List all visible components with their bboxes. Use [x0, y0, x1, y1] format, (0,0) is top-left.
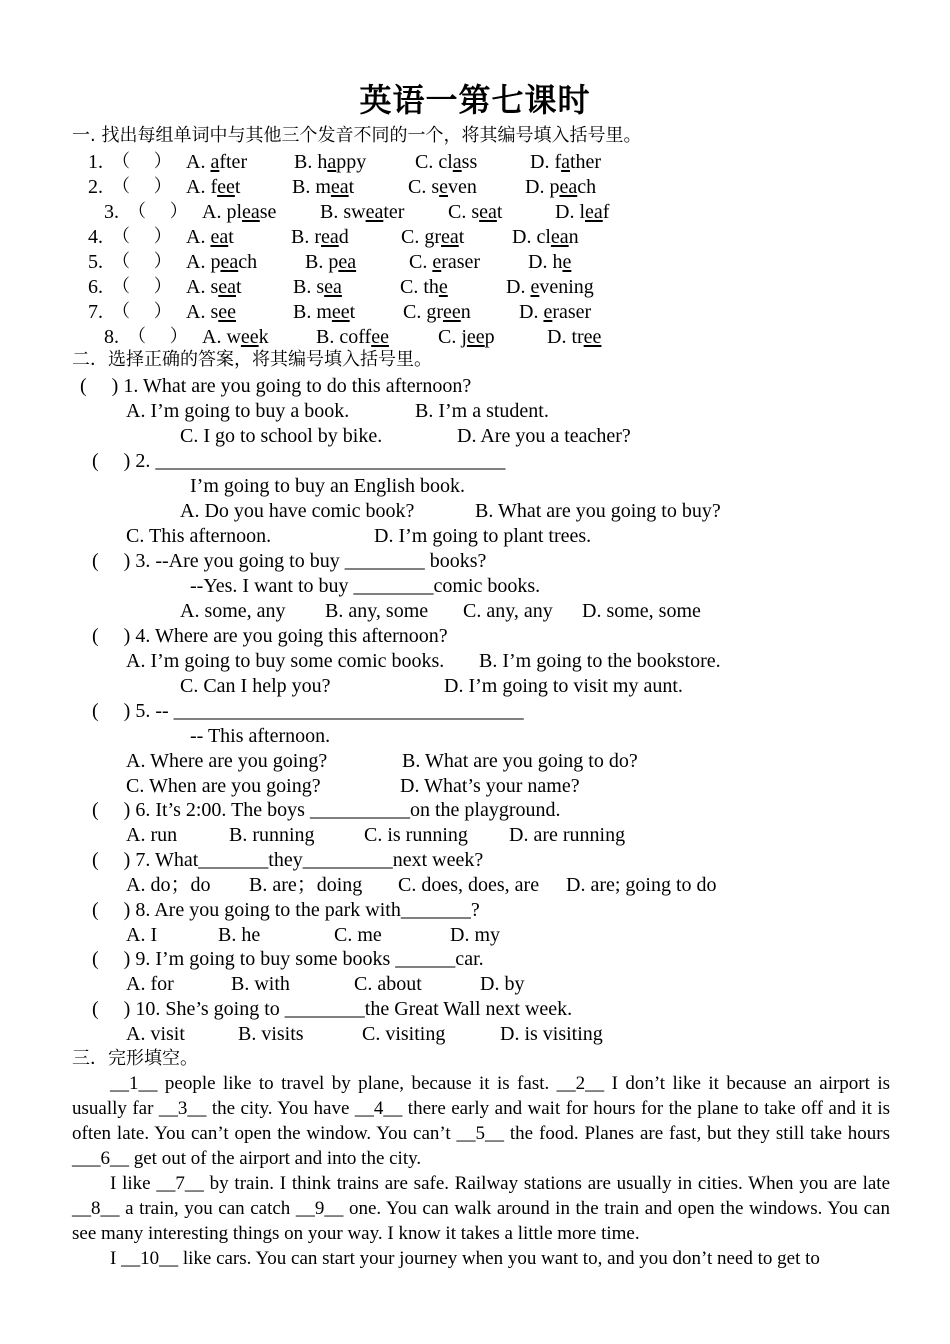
section2-heading: 二．选择正确的答案，将其编号填入括号里。: [72, 349, 432, 370]
underlined-sound: ea: [330, 176, 349, 198]
underlined-sound: e: [439, 176, 449, 198]
option-c: [438, 325, 495, 349]
q3-option-b: B. any, some: [325, 600, 429, 622]
q5-option-b: B. What are you going to do?: [402, 750, 638, 772]
option-text: D. tr: [547, 326, 584, 348]
option-a: [186, 175, 240, 199]
option-text: ther: [570, 151, 602, 173]
answer-bracket: （ ）: [112, 251, 172, 272]
q4-option-b: B. I’m going to the bookstore.: [479, 650, 721, 672]
answer-bracket: （ ）: [112, 301, 172, 322]
q1-option-d: D. Are you a teacher?: [457, 425, 631, 447]
option-text: C. s: [408, 176, 440, 198]
q6-option-c: C. is running: [364, 824, 468, 846]
option-text: f: [602, 201, 610, 223]
option-text: d: [338, 226, 349, 248]
answer-bracket: （ ）: [128, 326, 188, 347]
option-text: A. p: [186, 251, 221, 273]
q8-option-b: B. he: [218, 924, 261, 946]
option-text: A.: [186, 151, 211, 173]
option-d: [506, 275, 594, 299]
underlined-sound: ea: [441, 226, 459, 248]
underlined-sound: ea: [559, 176, 578, 198]
option-text: ss: [461, 151, 478, 173]
underlined-sound: ee: [331, 301, 350, 323]
answer-bracket: （ ）: [112, 151, 172, 172]
q9-option-d: D. by: [480, 973, 525, 995]
q2-option-b: B. What are you going to buy?: [475, 500, 721, 522]
option-c: [448, 200, 502, 224]
question-1: ( ) 1. What are you going to do this afternoon?: [80, 375, 472, 397]
q4-option-d: D. I’m going to visit my aunt.: [444, 675, 683, 697]
item-number: 3.: [104, 201, 119, 223]
underlined-sound: ee: [583, 326, 602, 348]
q7-option-d: D. are; going to do: [566, 874, 717, 896]
option-c: [400, 275, 448, 299]
option-text: ter: [383, 201, 405, 223]
answer-bracket: （ ）: [112, 276, 172, 297]
question-3: ( ) 3. --Are you going to buy ________ books?: [92, 550, 487, 572]
option-text: ven: [448, 176, 477, 198]
underlined-sound: e: [562, 251, 572, 273]
page-title: 英语一第七课时: [359, 81, 591, 119]
option-text: B. coff: [316, 326, 372, 348]
question-4: ( ) 4. Where are you going this afternoon?: [92, 625, 448, 647]
item-number: 5.: [88, 251, 103, 273]
option-text: raser: [552, 301, 592, 323]
q6-option-d: D. are running: [509, 824, 626, 846]
option-b: [293, 300, 355, 324]
cloze-paragraph-2: I like __7__ by train. I think trains are safe. Railway stations are usually in cities. When you are late __8__ a train, you can catch __9__ one. You can walk around in the train and open the windows. You can see many interesting things on your way. I know it takes a little more time.: [72, 1173, 890, 1244]
underlined-sound: ee: [443, 301, 461, 323]
option-text: C. gr: [403, 301, 443, 323]
option-b: [305, 250, 356, 274]
underlined-sound: ea: [479, 201, 497, 223]
underlined-sound: a: [327, 151, 337, 173]
option-b: [292, 175, 354, 199]
item-number: 1.: [88, 151, 103, 173]
option-text: B. p: [305, 251, 339, 273]
option-text: B. r: [291, 226, 321, 248]
item-number: 2.: [88, 176, 103, 198]
option-d: [525, 175, 596, 199]
underlined-sound: ea: [210, 226, 229, 248]
option-text: D. h: [528, 251, 563, 273]
option-text: D. p: [525, 176, 560, 198]
answer-bracket: （ ）: [112, 176, 172, 197]
q5-reply: -- This afternoon.: [190, 725, 331, 747]
q2-option-d: D. I’m going to plant trees.: [374, 525, 592, 547]
underlined-sound: ea: [242, 201, 260, 223]
q1-option-c: C. I go to school by bike.: [180, 425, 383, 447]
option-a: [186, 300, 236, 324]
option-text: n: [568, 226, 579, 248]
option-text: B. sw: [320, 201, 366, 223]
q4-option-a: A. I’m going to buy some comic books.: [126, 650, 445, 672]
option-text: B. s: [293, 276, 325, 298]
option-text: A. f: [186, 176, 218, 198]
underlined-sound: ea: [585, 201, 603, 223]
q5-option-d: D. What’s your name?: [400, 775, 580, 797]
q8-option-c: C. me: [334, 924, 382, 946]
q10-option-b: B. visits: [238, 1023, 304, 1045]
option-text: A. pl: [202, 201, 242, 223]
option-text: se: [259, 201, 277, 223]
underlined-sound: e: [530, 276, 540, 298]
question-7: ( ) 7. What_______they_________next week?: [92, 849, 484, 871]
option-text: D. l: [555, 201, 585, 223]
underlined-sound: a: [452, 151, 462, 173]
q2-option-a: A. Do you have comic book?: [180, 500, 415, 522]
q4-option-c: C. Can I help you?: [180, 675, 331, 697]
option-text: t: [348, 176, 355, 198]
option-text: ch: [238, 251, 258, 273]
option-d: [528, 250, 571, 274]
option-a: [186, 275, 242, 299]
option-text: A. s: [186, 301, 219, 323]
q9-option-c: C. about: [354, 973, 422, 995]
underlined-sound: e: [432, 251, 442, 273]
q3-option-d: D. some, some: [582, 600, 701, 622]
underlined-sound: ea: [365, 201, 384, 223]
option-d: [519, 300, 591, 324]
option-text: t: [458, 226, 465, 248]
option-text: D.: [506, 276, 531, 298]
item-number: 7.: [88, 301, 103, 323]
option-text: t: [234, 176, 241, 198]
option-c: [415, 150, 477, 174]
section1-heading: 一. 找出每组单词中与其他三个发音不同的一个，将其编号填入括号里。: [72, 125, 642, 146]
underlined-sound: ee: [218, 301, 236, 323]
option-text: C. th: [400, 276, 439, 298]
q10-option-a: A. visit: [126, 1023, 185, 1045]
answer-bracket: （ ）: [112, 226, 172, 247]
option-a: [202, 325, 269, 349]
option-d: [555, 200, 609, 224]
q6-option-a: A. run: [126, 824, 178, 846]
question-10: ( ) 10. She’s going to ________the Great Wall next week.: [92, 998, 573, 1020]
item-number: 4.: [88, 226, 103, 248]
option-text: B. h: [294, 151, 328, 173]
option-d: [512, 225, 579, 249]
option-text: D.: [519, 301, 544, 323]
cloze-paragraph-3: I __10__ like cars. You can start your journey when you want to, and you don’t need to get to: [110, 1248, 820, 1269]
q8-option-d: D. my: [450, 924, 500, 946]
q3-option-c: C. any, any: [463, 600, 553, 622]
question-2: ( ) 2. ___________________________________: [92, 450, 506, 472]
option-b: [293, 275, 342, 299]
underlined-sound: a: [561, 151, 570, 173]
question-5: ( ) 5. -- ___________________________________: [92, 700, 524, 722]
q9-option-b: B. with: [231, 973, 290, 995]
underlined-sound: ee: [217, 176, 235, 198]
option-text: n: [460, 301, 471, 323]
option-b: [294, 150, 366, 174]
underlined-sound: ea: [550, 226, 569, 248]
q1-option-b: B. I’m a student.: [415, 400, 549, 422]
q3-reply: --Yes. I want to buy ________comic books.: [190, 575, 541, 597]
option-a: [186, 225, 234, 249]
option-text: A. w: [202, 326, 241, 348]
option-text: D. f: [530, 151, 562, 173]
q8-option-a: A. I: [126, 924, 158, 946]
underlined-sound: ea: [321, 226, 339, 248]
q5-option-a: A. Where are you going?: [126, 750, 328, 772]
option-text: ch: [577, 176, 597, 198]
option-text: vening: [539, 276, 594, 298]
cloze-paragraph-1: __1__ people like to travel by plane, because it is fast. __2__ I don’t like it because an airport is usually far __3__ the city. You have __4__ there early and wait for hours for the plane to take off and it is often late. You can’t open the window. You can’t __5__ the food. Planes are fast, but they still take hours ___6__ get out of the airport and into the city.: [72, 1073, 890, 1169]
option-text: C. j: [438, 326, 467, 348]
option-text: B. m: [293, 301, 332, 323]
option-text: ppy: [336, 151, 367, 173]
q7-option-b: B. are；doing: [249, 874, 363, 896]
option-d: [547, 325, 601, 349]
option-text: t: [349, 301, 356, 323]
underlined-sound: e: [543, 301, 553, 323]
option-text: t: [496, 201, 503, 223]
option-text: C. cl: [415, 151, 453, 173]
section3-heading: 三．完形填空。: [72, 1048, 198, 1069]
option-text: p: [484, 326, 495, 348]
underlined-sound: ea: [324, 276, 342, 298]
option-text: t: [228, 226, 234, 248]
question-6: ( ) 6. It’s 2:00. The boys __________on the playground.: [92, 799, 561, 821]
option-a: [186, 250, 257, 274]
underlined-sound: ea: [218, 276, 236, 298]
option-c: [409, 250, 480, 274]
option-text: D. cl: [512, 226, 551, 248]
option-text: t: [236, 276, 242, 298]
option-text: C.: [409, 251, 433, 273]
underlined-sound: ee: [240, 326, 259, 348]
option-text: C. gr: [401, 226, 441, 248]
option-d: [530, 150, 601, 174]
option-a: [186, 150, 247, 174]
option-a: [202, 200, 276, 224]
q2-option-c: C. This afternoon.: [126, 525, 272, 547]
q10-option-c: C. visiting: [362, 1023, 446, 1045]
q6-option-b: B. running: [229, 824, 315, 846]
option-text: C. s: [448, 201, 480, 223]
q7-option-c: C. does, does, are: [398, 874, 540, 896]
underlined-sound: a: [210, 151, 220, 173]
option-text: A.: [186, 226, 211, 248]
option-c: [408, 175, 477, 199]
option-b: [320, 200, 404, 224]
option-text: B. m: [292, 176, 331, 198]
option-c: [403, 300, 471, 324]
option-c: [401, 225, 464, 249]
q1-option-a: A. I’m going to buy a book.: [126, 400, 350, 422]
q2-reply: I’m going to buy an English book.: [190, 475, 465, 497]
option-text: A. s: [186, 276, 219, 298]
underlined-sound: e: [438, 276, 448, 298]
underlined-sound: ee: [466, 326, 485, 348]
underlined-sound: ee: [371, 326, 389, 348]
option-text: raser: [441, 251, 481, 273]
item-number: 8.: [104, 326, 119, 348]
question-9: ( ) 9. I’m going to buy some books ______car.: [92, 948, 484, 970]
q9-option-a: A. for: [126, 973, 174, 995]
underlined-sound: ea: [220, 251, 239, 273]
q3-option-a: A. some, any: [180, 600, 286, 622]
q5-option-c: C. When are you going?: [126, 775, 321, 797]
option-b: [291, 225, 349, 249]
option-b: [316, 325, 389, 349]
q10-option-d: D. is visiting: [500, 1023, 603, 1045]
answer-bracket: （ ）: [128, 201, 188, 222]
underlined-sound: ea: [338, 251, 357, 273]
question-8: ( ) 8. Are you going to the park with_______?: [92, 899, 480, 921]
q7-option-a: A. do；do: [126, 874, 211, 896]
item-number: 6.: [88, 276, 103, 298]
option-text: k: [258, 326, 269, 348]
option-text: fter: [219, 151, 248, 173]
